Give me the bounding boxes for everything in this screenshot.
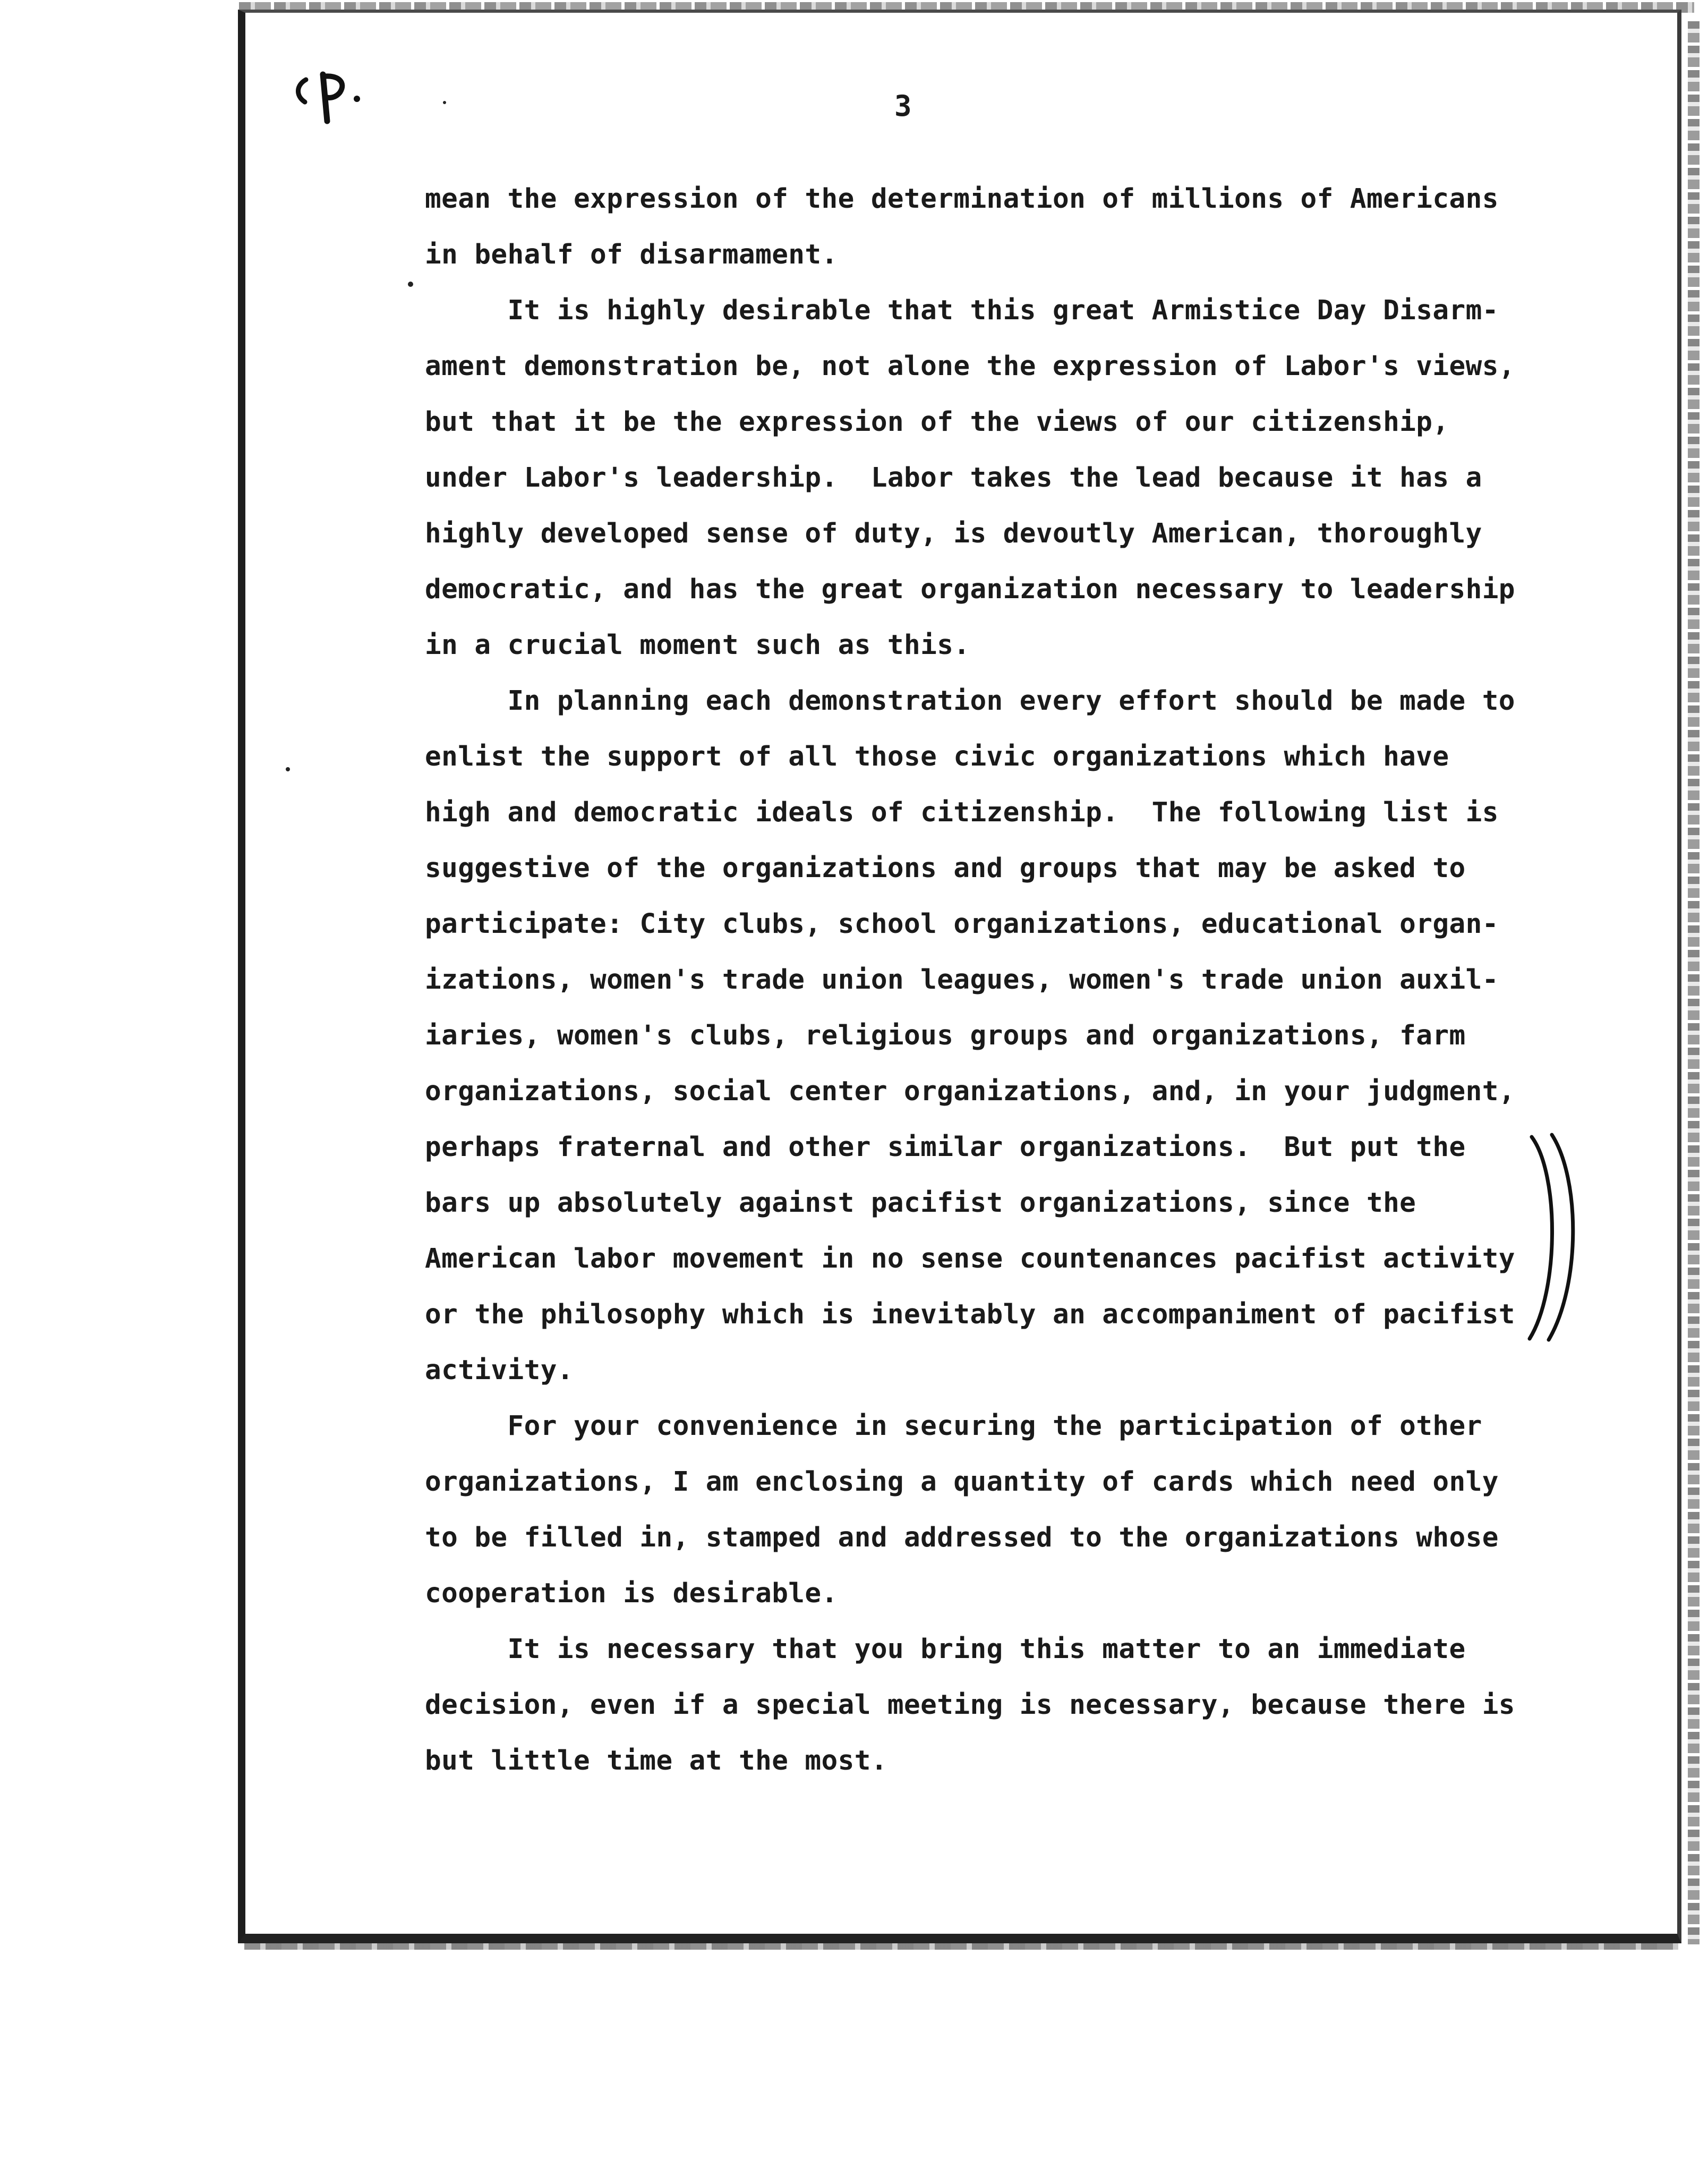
text-line: organizations, I am enclosing a quantity of cards which need only: [425, 1466, 1499, 1498]
text-line: under Labor's leadership. Labor takes the lead because it has a: [425, 462, 1482, 494]
handwritten-bracket-mark: [1527, 1132, 1586, 1344]
scan-right-edge: [1688, 21, 1700, 1944]
text-line: activity.: [425, 1355, 574, 1386]
text-line: democratic, and has the great organization necessary to leadership: [425, 574, 1515, 605]
scan-bottom-edge: [244, 1943, 1678, 1950]
text-line: American labor movement in no sense countenances pacifist activity: [425, 1243, 1515, 1274]
stray-mark: [286, 767, 290, 771]
text-line: It is necessary that you bring this matter to an immediate: [425, 1634, 1466, 1665]
text-line: organizations, social center organizations, and, in your judgment,: [425, 1076, 1515, 1107]
paragraph: [425, 673, 1551, 1398]
text-line: decision, even if a special meeting is necessary, because there is: [425, 1689, 1515, 1721]
text-line: For your convenience in securing the participation of other: [425, 1410, 1482, 1442]
text-line: enlist the support of all those civic organizations which have: [425, 741, 1449, 772]
text-line: iaries, women's clubs, religious groups and organizations, farm: [425, 1020, 1466, 1051]
text-line: cooperation is desirable.: [425, 1578, 838, 1609]
letter-body: [425, 171, 1551, 1789]
text-line: high and democratic ideals of citizenship. The following list is: [425, 797, 1499, 828]
page-number: 3: [894, 89, 913, 123]
stray-mark: [443, 101, 446, 104]
paragraph: [425, 283, 1551, 673]
handwritten-mark-icon: [291, 64, 371, 133]
text-line: but that it be the expression of the views of our citizenship,: [425, 406, 1449, 438]
text-line: In planning each demonstration every effort should be made to: [425, 685, 1515, 717]
text-line: in behalf of disarmament.: [425, 239, 838, 270]
paragraph: [425, 1398, 1551, 1621]
text-line: or the philosophy which is inevitably an accompaniment of pacifist: [425, 1299, 1515, 1330]
text-line: It is highly desirable that this great Armistice Day Disarm-: [425, 295, 1499, 326]
text-line: to be filled in, stamped and addressed to the organizations whose: [425, 1522, 1499, 1553]
text-line: ament demonstration be, not alone the expression of Labor's views,: [425, 351, 1515, 382]
text-line: izations, women's trade union leagues, women's trade union auxil-: [425, 964, 1499, 996]
text-line: suggestive of the organizations and groups that may be asked to: [425, 853, 1466, 884]
paragraph: [425, 1621, 1551, 1789]
paragraph: [425, 171, 1551, 283]
text-line: in a crucial moment such as this.: [425, 630, 970, 661]
stray-mark: [408, 282, 413, 287]
text-line: bars up absolutely against pacifist organizations, since the: [425, 1187, 1416, 1219]
text-line: perhaps fraternal and other similar organizations. But put the: [425, 1132, 1466, 1163]
text-line: participate: City clubs, school organizations, educational organ-: [425, 908, 1499, 940]
text-line: highly developed sense of duty, is devoutly American, thoroughly: [425, 518, 1482, 549]
text-line: mean the expression of the determination of millions of Americans: [425, 183, 1499, 215]
text-line: but little time at the most.: [425, 1745, 887, 1776]
